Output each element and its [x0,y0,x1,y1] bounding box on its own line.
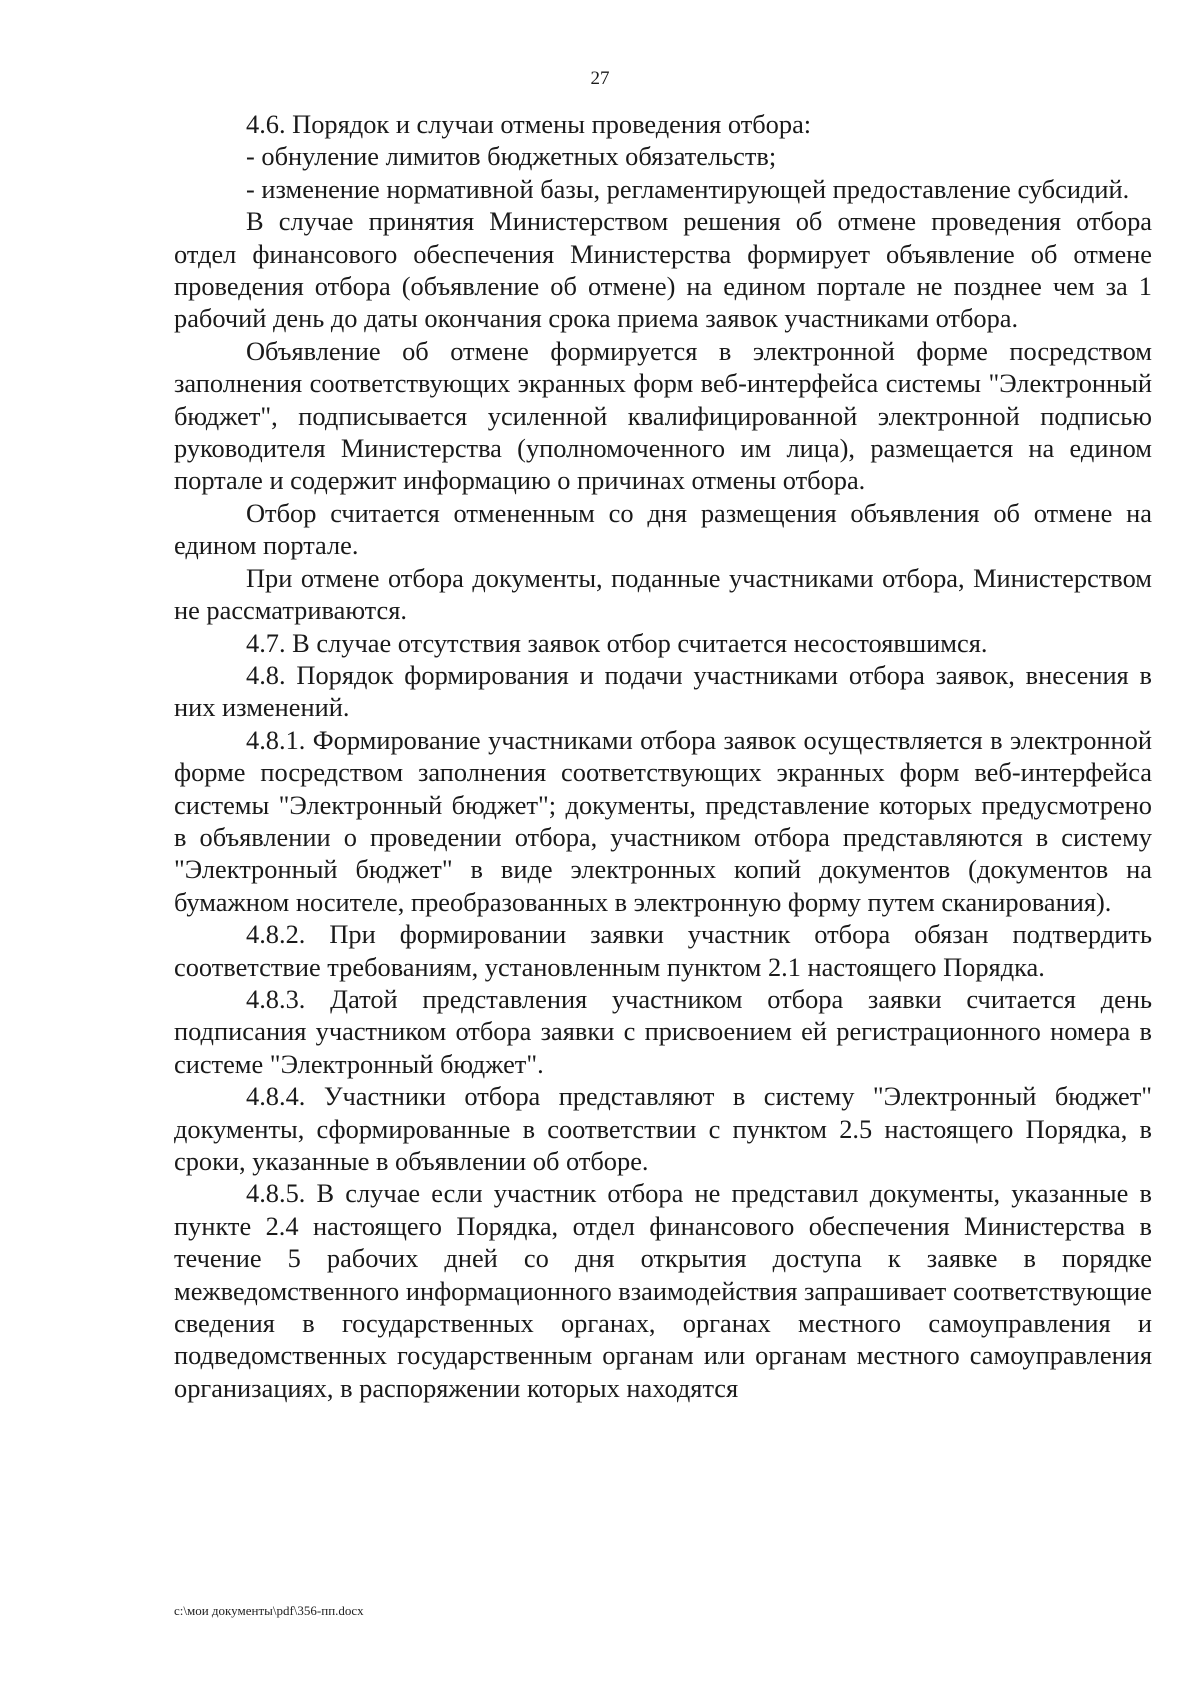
paragraph-list-item-1: - обнуление лимитов бюджетных обязательств; [246,141,777,172]
page-number: 27 [590,68,610,89]
paragraph-4-6: 4.6. Порядок и случаи отмены проведения отбора: [246,109,812,139]
paragraph-4-7: 4.7. В случае отсутствия заявок отбор считается несостоявшимся. [246,627,988,658]
paragraph-4-8: 4.8. Порядок формирования и подачи участниками отбора заявок, внесения в них изменений. [174,659,1152,723]
footer-file-path: c:\мои документы\pdf\356-пп.docx [174,1603,364,1618]
paragraph-4-8-2: 4.8.2. При формировании заявки участник отбора обязан подтвердить соответствие требованиям, установленным пунктом 2.1 настоящего Порядка. [174,919,1152,982]
paragraph-cancel-effective: Отбор считается отмененным со дня размещения объявления об отмене на едином портале. [174,497,1152,561]
paragraph-4-8-5: 4.8.5. В случае если участник отбора не представил документы, указанные в пункте 2.4 настоящего Порядка, отдел финансового обеспечения Министерства в течение 5 рабочих дней со дня открытия доступа к заявке в порядке межведомственного информационного взаимодействия запрашивает соответствующие сведения в государственных органах, органах местного самоуправления и подведомственных государственным органам или органам местного самоуправления организациях, в распоряжении которых находятся [174,1178,1152,1403]
paragraph-list-item-2: - изменение нормативной базы, регламентирующей предоставление субсидий. [246,173,1130,204]
paragraph-cancel-documents: При отмене отбора документы, поданные участниками отбора, Министерством не рассматриваются. [174,562,1152,626]
paragraph-4-8-3: 4.8.3. Датой представления участником отбора заявки считается день подписания участником отбора заявки с присвоением ей регистрационного номера в системе "Электронный бюджет". [174,983,1152,1079]
paragraph-4-8-4: 4.8.4. Участники отбора представляют в систему "Электронный бюджет" документы, сформированные в соответствии с пунктом 2.5 настоящего Порядка, в сроки, указанные в объявлении об отборе. [174,1081,1152,1176]
paragraph-cancel-decision: В случае принятия Министерством решения об отмене проведения отбора отдел финансового обеспечения Министерства формирует объявление об отмене проведения отбора (объявление об отмене) на едином портале не позднее чем за 1 рабочий день до даты окончания срока приема заявок участниками отбора. [174,206,1152,334]
document-body [174,108,1152,1404]
paragraph-4-8-1: 4.8.1. Формирование участниками отбора заявок осуществляется в электронной форме посредством заполнения соответствующих экранных форм веб-интерфейса системы "Электронный бюджет"; документы, представление которых предусмотрено в объявлении о проведении отбора, участником отбора представляются в систему "Электронный бюджет" в виде электронных копий документов (документов на бумажном носителе, преобразованных в электронную форму путем сканирования). [174,724,1152,917]
paragraph-cancel-announcement: Объявление об отмене формируется в электронной форме посредством заполнения соответствующих экранных форм веб-интерфейса системы "Электронный бюджет", подписывается усиленной квалифицированной электронной подписью руководителя Министерства (уполномоченного им лица), размещается на едином портале и содержит информацию о причинах отмены отбора. [174,335,1152,496]
